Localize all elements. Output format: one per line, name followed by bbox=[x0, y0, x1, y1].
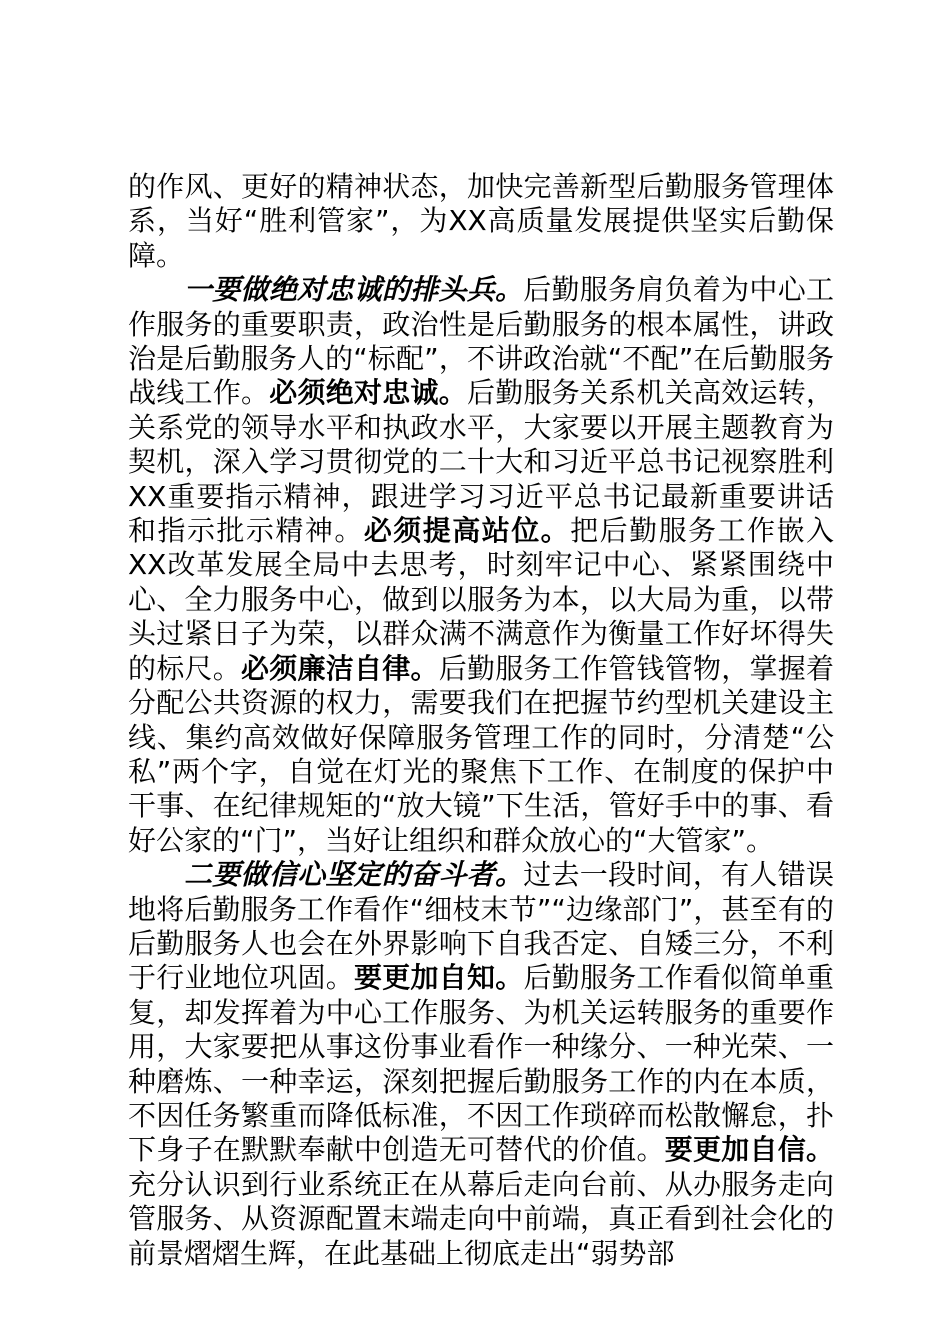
paragraph-text: 后勤服务关系机关高效运转，关系党的领导水平和执政水平，大家要以开展主题教育为契机，深入学习贯彻党的二十大和习近平总书记视察胜利XX重要指示精神，跟进学习习近平总书记最新重要讲话和指示批示精神。 bbox=[128, 376, 834, 548]
section-heading-loyalty: 一要做绝对忠诚的排头兵。 bbox=[184, 273, 524, 307]
key-point-integrity: 必须廉洁自律。 bbox=[241, 651, 439, 685]
key-point-self-confidence: 要更加自信。 bbox=[664, 1133, 834, 1167]
paragraph-text: 充分认识到行业系统正在从幕后走向台前、从办服务走向管服务、从资源配置末端走向中前端，真正看到社会化的前景熠熠生辉，在此基础上彻底走出“弱势部 bbox=[128, 1167, 834, 1270]
document-page bbox=[128, 170, 834, 1271]
paragraph-text: 把后勤服务工作嵌入XX改革发展全局中去思考，时刻牢记中心、紧紧围绕中心、全力服务中心，做到以服务为本，以大局为重，以带头过紧日子为荣，以群众满不满意作为衡量工作好坏得失的标尺。 bbox=[128, 514, 834, 685]
paragraph-text: 后勤服务肩负着为中心工作服务的重要职责，政治性是后勤服务的根本属性，讲政治是后勤服务人的“标配”，不讲政治就“不配”在后勤服务战线工作。 bbox=[128, 273, 834, 410]
paragraph-text: 的作风、更好的精神状态，加快完善新型后勤服务管理体系，当好“胜利管家”，为XX高质量发展提供坚实后勤保障。 bbox=[128, 170, 834, 272]
paragraph-loyalty bbox=[128, 273, 834, 858]
paragraph-text: 后勤服务工作管钱管物，掌握着分配公共资源的权力，需要我们在把握节约型机关建设主线、集约高效做好保障服务管理工作的同时，分清楚“公私”两个字，自觉在灯光的聚焦下工作、在制度的保护中干事、在纪律规矩的“放大镜”下生活，管好手中的事、看好公家的“门”，当好让组织和群众放心的“大管家”。 bbox=[128, 651, 834, 857]
paragraph-continued bbox=[128, 170, 834, 273]
key-point-position: 必须提高站位。 bbox=[363, 514, 571, 548]
key-point-self-awareness: 要更加自知。 bbox=[354, 961, 524, 995]
key-point-loyal: 必须绝对忠诚。 bbox=[269, 376, 467, 410]
paragraph-text: 后勤服务工作看似简单重复，却发挥着为中心工作服务、为机关运转服务的重要作用，大家要把从事这份事业看作一种缘分、一种光荣、一种磨炼、一种幸运，深刻把握后勤服务工作的内在本质，不因任务繁重而降低标准，不因工作琐碎而松散懈怠，扑下身子在默默奉献中创造无可替代的价值。 bbox=[128, 961, 834, 1167]
section-heading-confidence: 二要做信心坚定的奋斗者。 bbox=[184, 858, 524, 892]
paragraph-text: 过去一段时间，有人错误地将后勤服务工作看作“细枝末节”“边缘部门”，甚至有的后勤服务人也会在外界影响下自我否定、自矮三分，不利于行业地位巩固。 bbox=[128, 858, 834, 995]
paragraph-confidence bbox=[128, 858, 834, 1271]
